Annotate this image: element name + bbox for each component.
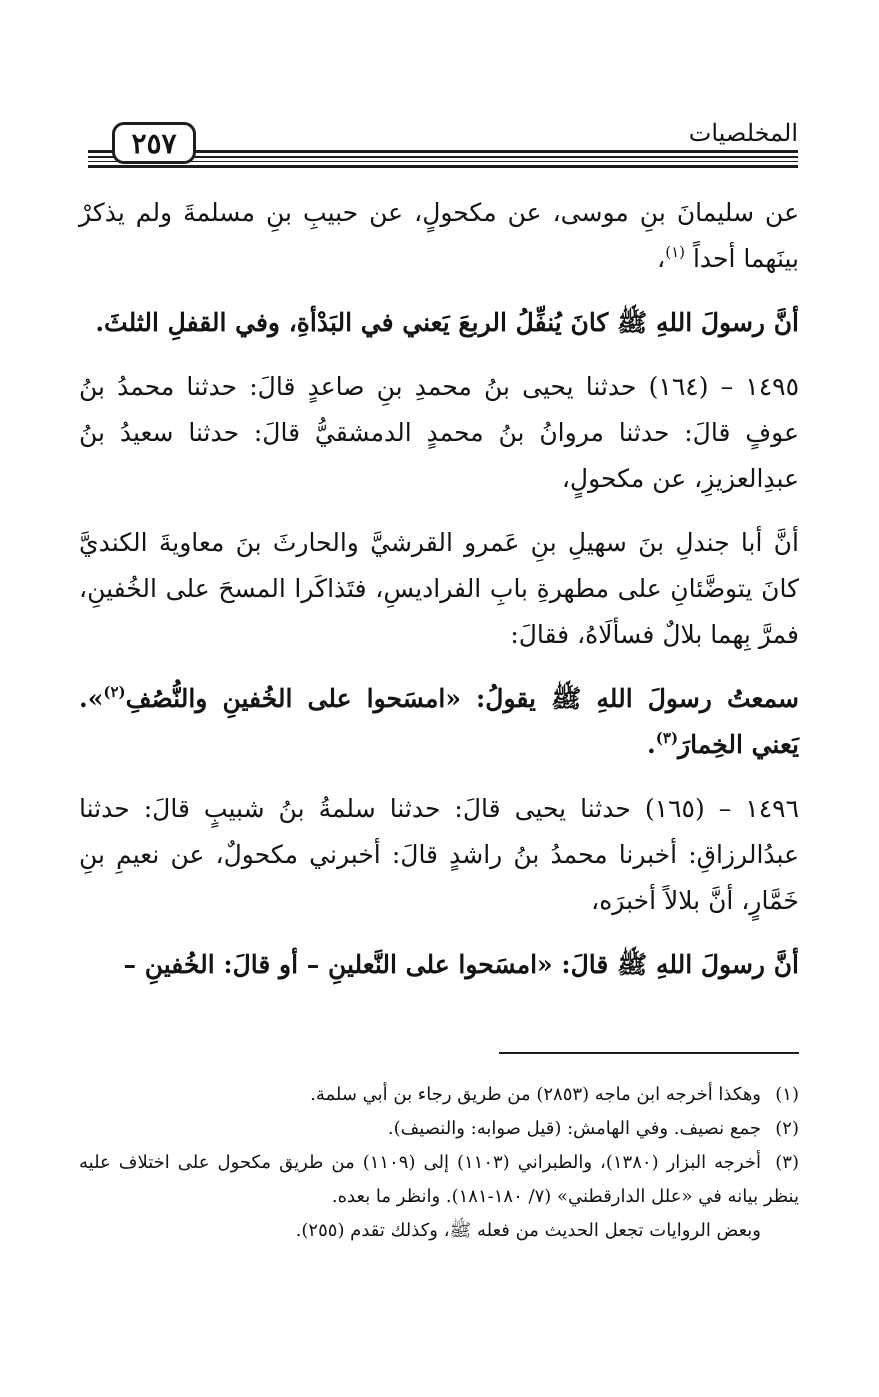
footnote: (٢)جمع نصيف. وفي الهامش: (قيل صوابه: والنصيف). [79, 1112, 799, 1146]
footnote-number: (٢) [775, 1118, 799, 1139]
footnote: (٣)أخرجه البزار (١٣٨٠)، والطبراني (١١٠٣) إلى (١١٠٩) من طريق مكحول على اختلاف عليه ينظر بيانه في «علل الدارقطني» (٧/ ١٨٠-١٨١). وانظر ما بعده. [79, 1146, 799, 1214]
footnote: (١)وهكذا أخرجه ابن ماجه (٢٨٥٣) من طريق رجاء بن أبي سلمة. [79, 1078, 799, 1112]
header-rule [88, 161, 798, 162]
hadith-text: سمعتُ رسولَ اللهِ ﷺ يقولُ: «امسَحوا على الخُفينِ والنُّصُفِ$^{(٢)}$». يَعني الخِمارَ$^{(٣)}$. [79, 683, 799, 759]
paragraph: أنَّ أبا جندلِ بنَ سهيلِ بنِ عَمرو القرشيَّ والحارثَ بنَ معاويةَ الكنديَّ كانَ يتوضَّئانِ على مطهرةِ بابِ الفراديسِ، فتَذاكَرا المسحَ على الخُفينِ، فمرَّ بِهما بلالٌ فسألَاهُ، فقالَ: [79, 528, 799, 649]
footnote-continuation: وبعض الروايات تجعل الحديث من فعله ﷺ، وكذلك تقدم (٢٥٥). [295, 1220, 761, 1241]
footnote-number: (١) [775, 1084, 799, 1105]
page-number-box [112, 122, 196, 164]
isnad-paragraph: ١٤٩٥ – (١٦٤) حدثنا يحيى بنُ محمدِ بنِ صاعدٍ قالَ: حدثنا محمدُ بنُ عوفٍ قالَ: حدثنا مروانُ بنُ محمدٍ الدمشقيُّ قالَ: حدثنا سعيدُ بنُ عبدِالعزيزِ، عن مكحولٍ، [79, 372, 799, 493]
page-header [88, 118, 798, 170]
hadith-text: أنَّ رسولَ اللهِ ﷺ قالَ: «امسَحوا على النَّعلينِ – أو قالَ: الخُفينِ – [123, 950, 799, 979]
footnote-ref: (١) [665, 243, 685, 261]
footnote-number: (٣) [775, 1152, 799, 1173]
isnad-paragraph: ١٤٩٦ – (١٦٥) حدثنا يحيى قالَ: حدثنا سلمةُ بنُ شبيبٍ قالَ: حدثنا عبدُالرزاقِ: أخبرنا محمدُ بنُ راشدٍ قالَ: أخبرني مكحولٌ، عن نعيمِ بنِ خَمَّارٍ، أنَّ بلالاً أخبرَه، [79, 794, 799, 915]
footnote-ref: (٢) [103, 683, 126, 701]
footnote-separator [499, 1052, 799, 1054]
main-text [79, 190, 799, 988]
hadith-text: أنَّ رسولَ اللهِ ﷺ كانَ يُنفِّلُ الربعَ يَعني في البَدْأةِ، وفي القفلِ الثلثَ. [95, 308, 799, 337]
header-rule [88, 165, 798, 168]
footnote-ref: (٣) [655, 729, 679, 747]
footnotes [79, 1078, 799, 1248]
page-number: ٢٥٧ [131, 126, 177, 160]
running-title: المخلصيات [688, 119, 798, 147]
paragraph: عن سليمانَ بنِ موسى، عن مكحولٍ، عن حبيبِ بنِ مسلمةَ ولم يذكرْ بينَهما أحداً $^{(١)}$، [79, 198, 799, 273]
